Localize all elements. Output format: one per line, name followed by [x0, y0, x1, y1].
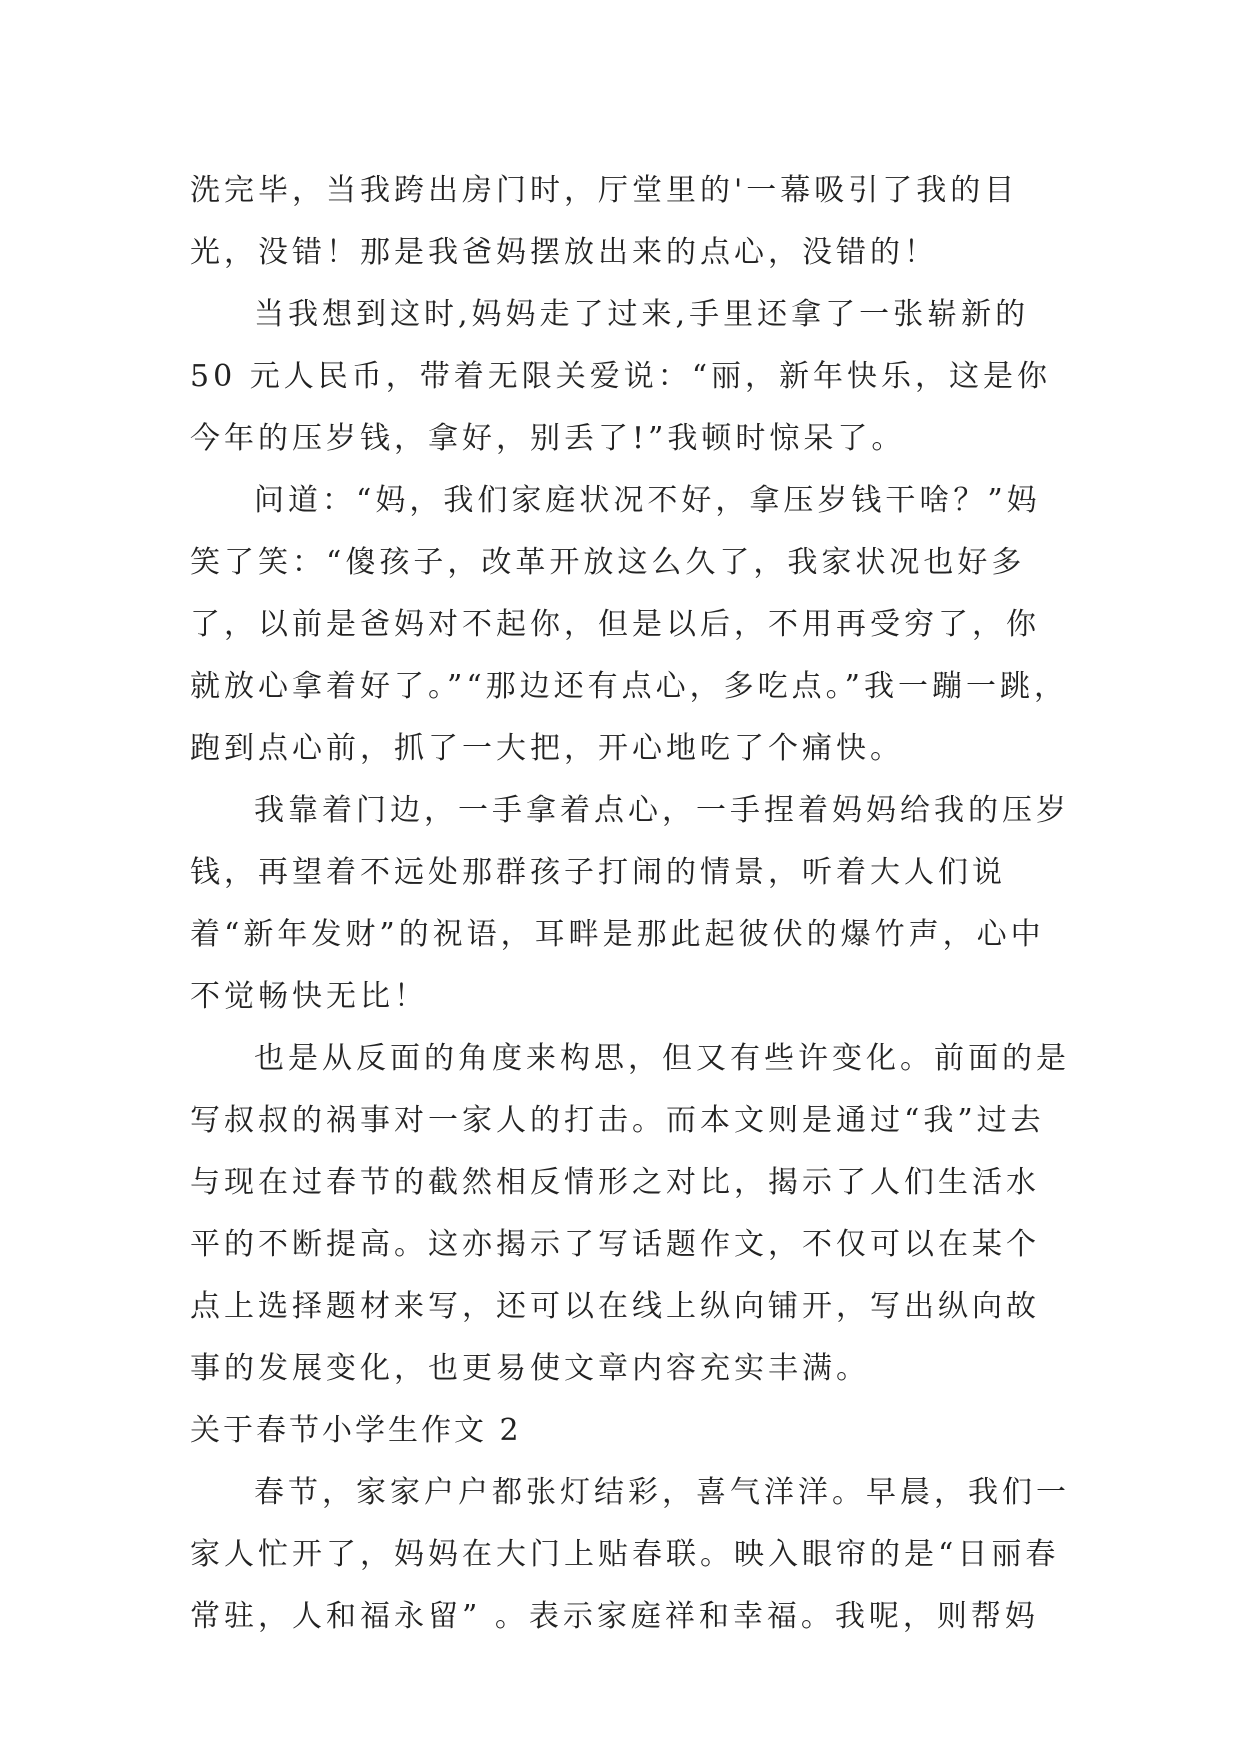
paragraph-6: 春节，家家户户都张灯结彩，喜气洋洋。早晨，我们一家人忙开了，妈妈在大门上贴春联。映入眼帘的是“日丽春常驻，人和福永留” 。表示家庭祥和幸福。我呢，则帮妈 — [190, 1475, 1070, 1634]
paragraph-3: 问道：“妈，我们家庭状况不好，拿压岁钱干啥？”妈笑了笑：“傻孩子，改革开放这么久了，我家状况也好多了，以前是爸妈对不起你，但是以后，不用再受穷了，你就放心拿着好了。”“那边还有点心，多吃点。”我一蹦一跳，跑到点心前，抓了一大把，开心地吃了个痛快。 — [190, 483, 1069, 766]
paragraph-5: 也是从反面的角度来构思，但又有些许变化。前面的是写叔叔的祸事对一家人的打击。而本文则是通过“我”过去与现在过春节的截然相反情形之对比，揭示了人们生活水平的不断提高。这亦揭示了写话题作文，不仅可以在某个点上选择题材来写，还可以在线上纵向铺开，写出纵向故事的发展变化，也更易使文章内容充实丰满。 — [190, 1041, 1070, 1386]
document-body — [190, 160, 1070, 1648]
paragraph-2: 当我想到这时,妈妈走了过来,手里还拿了一张崭新的 50 元人民币，带着无限关爱说：“丽，新年快乐，这是你今年的压岁钱，拿好，别丢了!”我顿时惊呆了。 — [190, 297, 1052, 456]
paragraph-4: 我靠着门边，一手拿着点心，一手捏着妈妈给我的压岁钱，再望着不远处那群孩子打闹的情景，听着大人们说着“新年发财”的祝语，耳畔是那此起彼伏的爆竹声，心中不觉畅快无比！ — [190, 793, 1070, 1014]
section-title: 关于春节小学生作文 2 — [190, 1413, 522, 1448]
paragraph-1: 洗完毕，当我跨出房门时，厅堂里的'一幕吸引了我的目光，没错！那是我爸妈摆放出来的点心，没错的！ — [190, 173, 1019, 270]
